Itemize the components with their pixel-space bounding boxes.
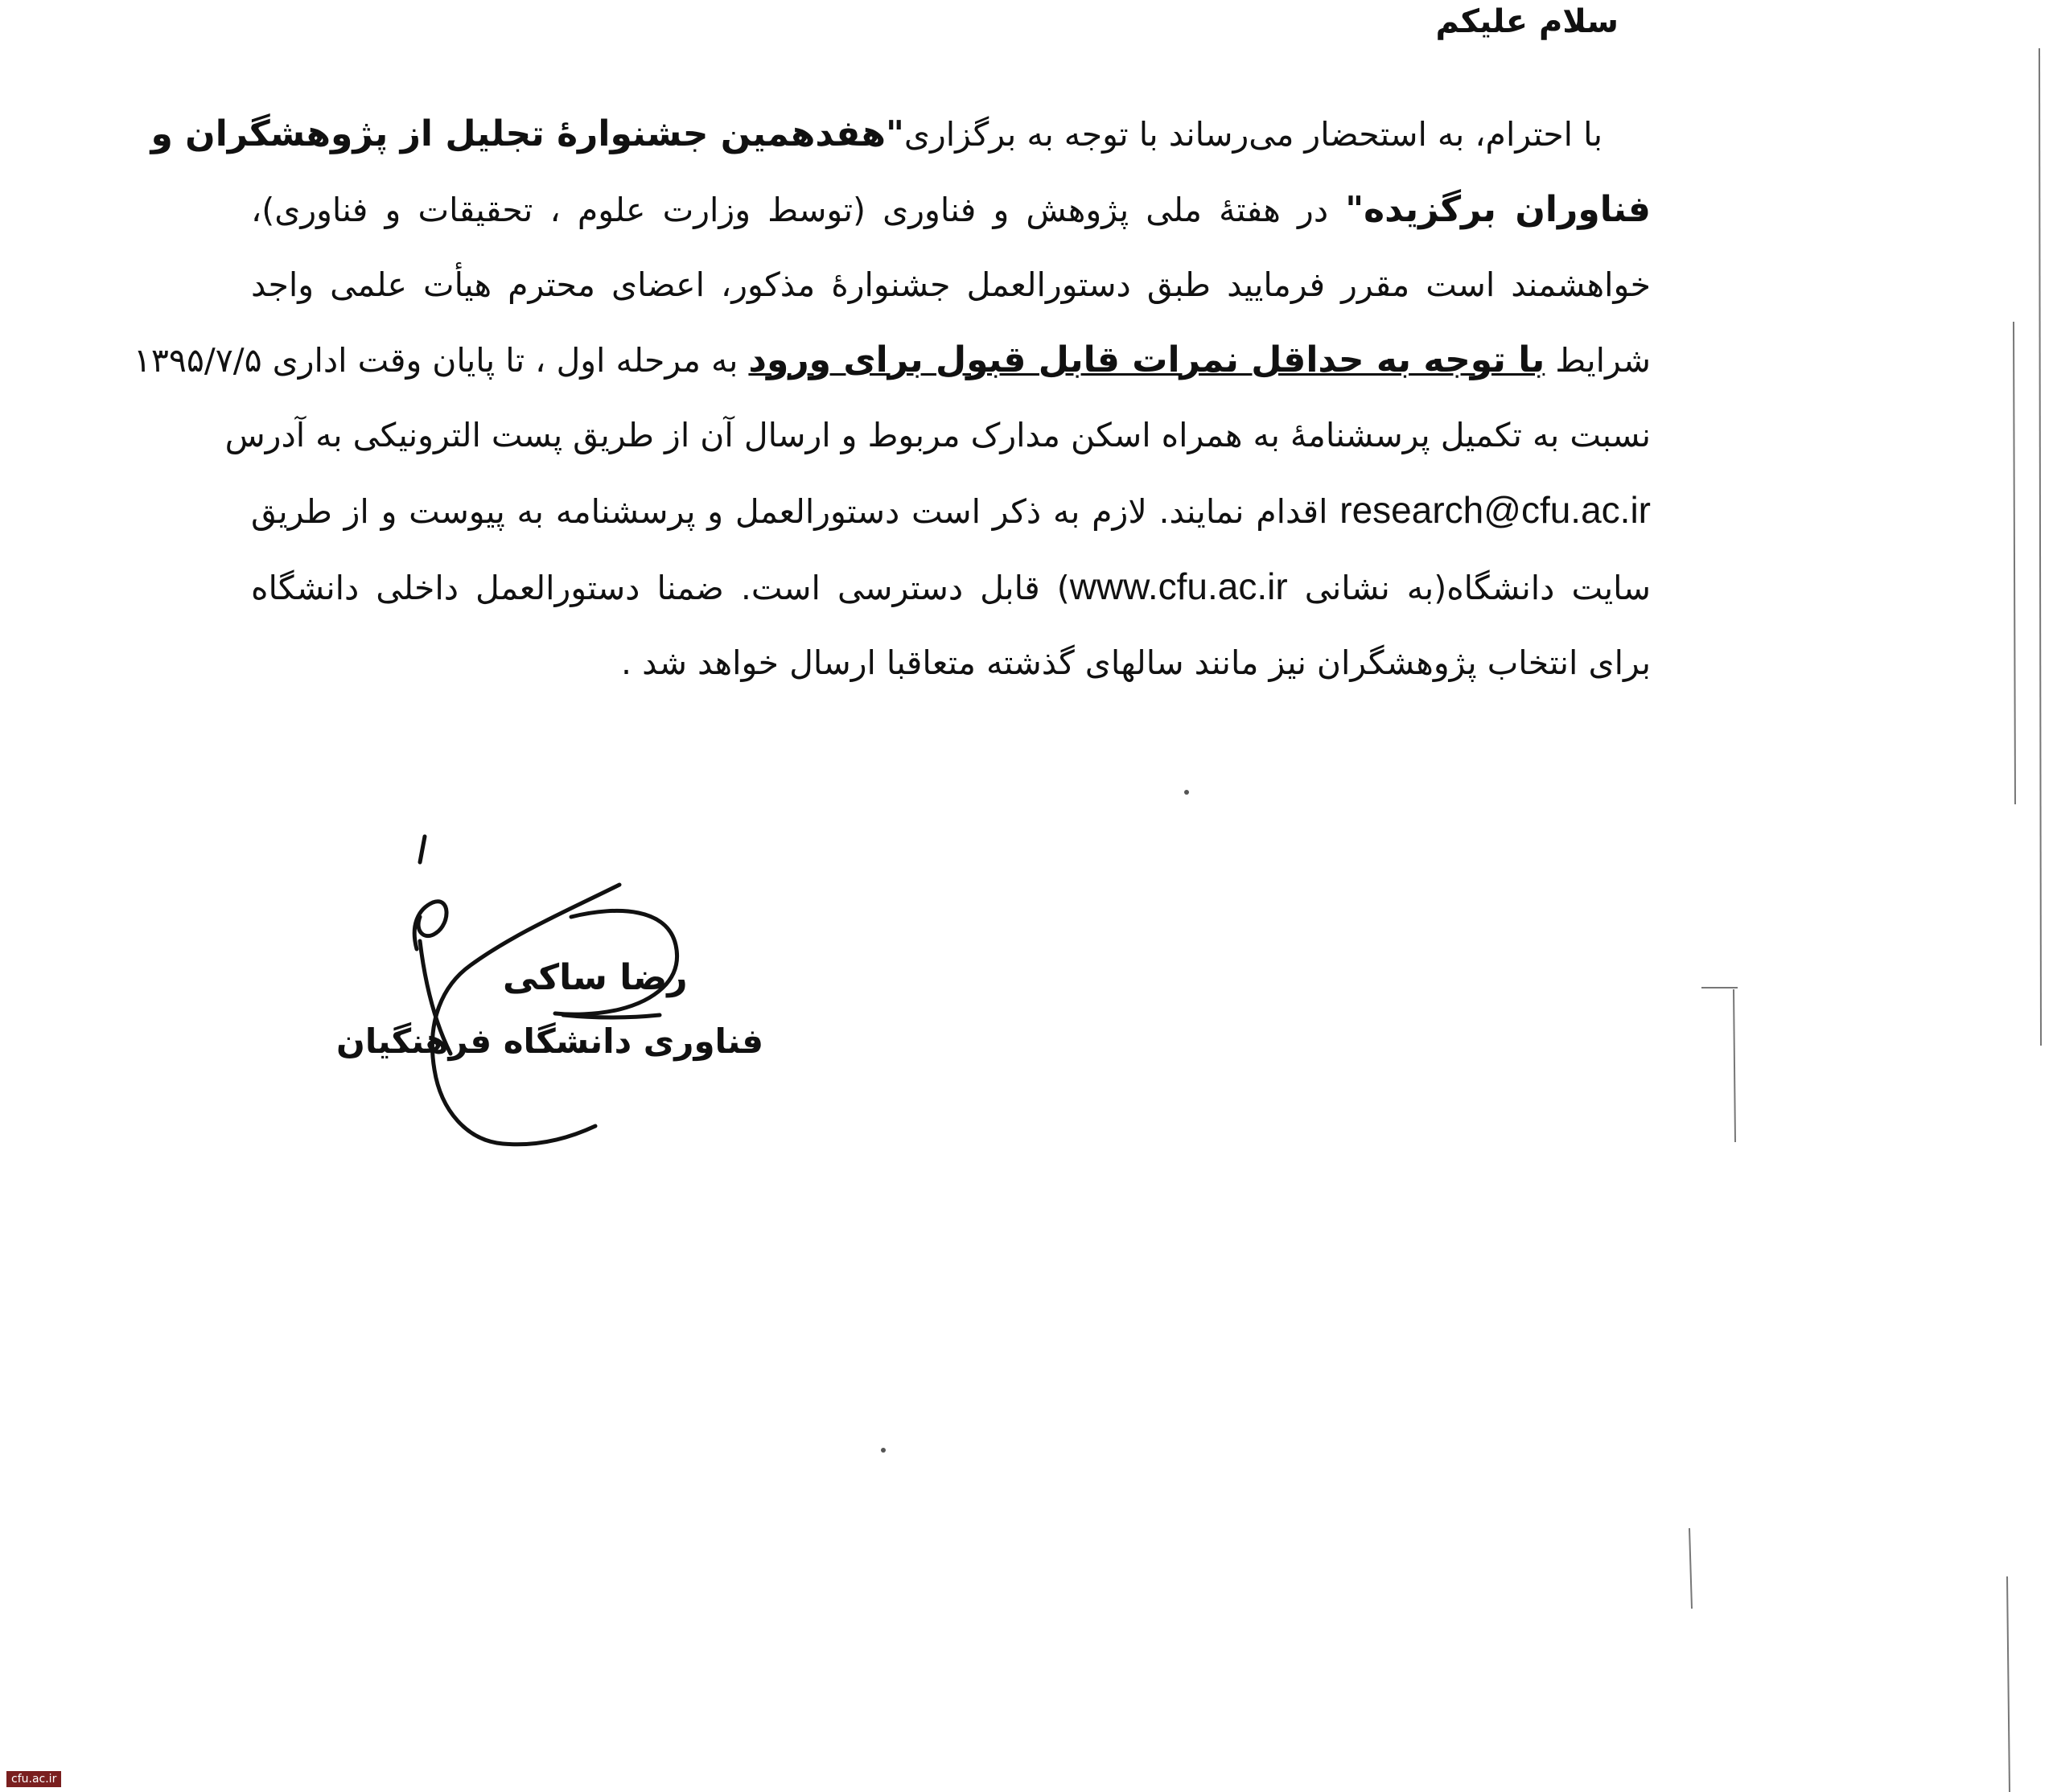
website-link[interactable]: www.cfu.ac.ir bbox=[1069, 565, 1288, 607]
signer-title: فناوری دانشگاه فرهنگیان bbox=[336, 1021, 763, 1061]
festival-title-part-1: "هفدهمین جشنوارهٔ تجلیل از پژوهشگران و bbox=[150, 113, 904, 154]
body-line-7-pre: سایت دانشگاه(به نشانی bbox=[1287, 569, 1651, 607]
body-line-4-pre: شرایط bbox=[1545, 341, 1651, 380]
email-address[interactable]: research@cfu.ac.ir bbox=[1339, 489, 1651, 531]
body-line-3: خواهشمند است مقرر فرمایید طبق دستورالعمل جشنوارهٔ مذکور، اعضای محترم هیأت علمی واجد bbox=[251, 265, 1651, 304]
festival-title-part-2: فناوران برگزیده" bbox=[1345, 189, 1651, 230]
min-score-condition: با توجه به حداقل نمرات قابل قبول برای ورود bbox=[748, 339, 1545, 380]
body-line-5: نسبت به تکمیل پرسشنامهٔ به همراه اسکن مدارک مربوط و ارسال آن از طریق پست الترونیکی به آدرس bbox=[224, 416, 1651, 454]
body-line-7-post: ) قابل دسترسی است. ضمنا دستورالعمل داخلی دانشگاه bbox=[251, 569, 1070, 607]
body-line-2-text: در هفتهٔ ملی پژوهش و فناوری (توسط وزارت علوم ، تحقیقات و فناوری)، bbox=[251, 191, 1346, 229]
body-line-8: برای انتخاب پژوهشگران نیز مانند سالهای گذشته متعاقبا ارسال خواهد شد . bbox=[621, 643, 1651, 682]
body-line-1-text: با احترام، به استحضار می‌رساند با توجه به برگزاری bbox=[903, 115, 1602, 154]
greeting: سلام علیکم bbox=[1435, 3, 1619, 40]
signer-name: رضا ساکی bbox=[503, 957, 688, 998]
body-line-6-text: اقدام نمایند. لازم به ذکر است دستورالعمل و پرسشنامه به پیوست و از طریق bbox=[251, 492, 1340, 531]
deadline-text: به مرحله اول ، تا پایان وقت اداری ۱۳۹۵/۷/۵ bbox=[133, 341, 749, 380]
site-watermark: cfu.ac.ir bbox=[6, 1771, 61, 1787]
